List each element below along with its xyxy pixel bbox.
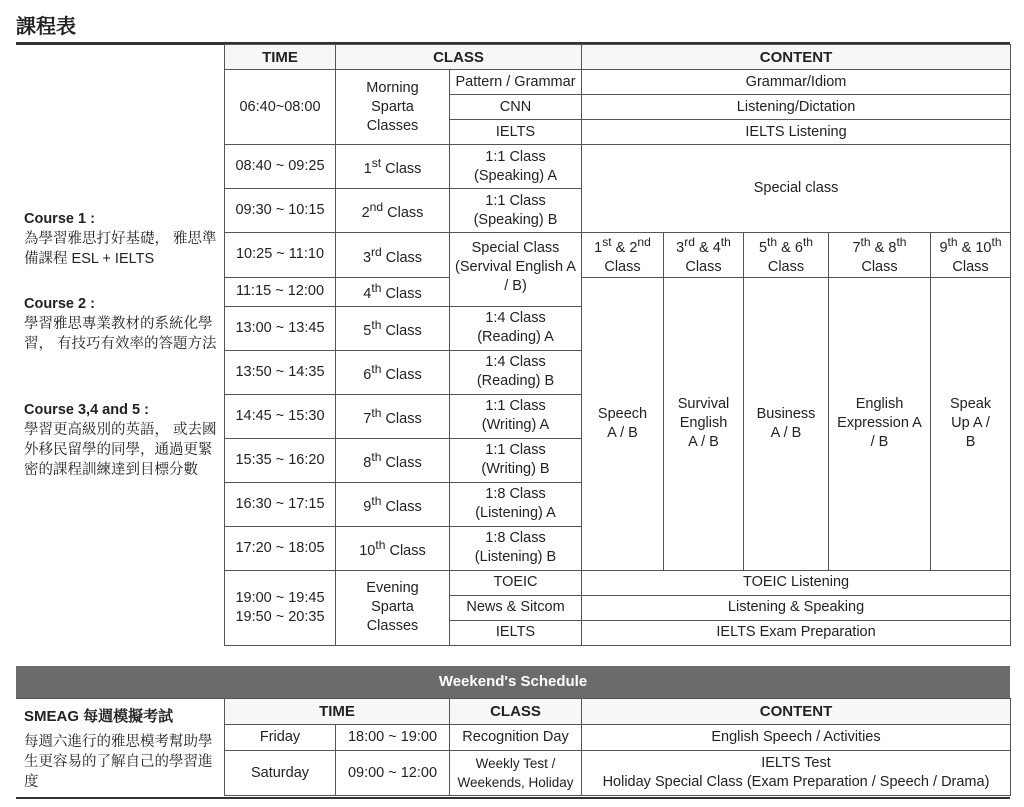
weekend-side-desc: 每週六進行的雅思模考幫助學生更容易的了解自己的學習進度 (24, 734, 213, 790)
class-time: 10:25 ~ 11:10 (225, 233, 336, 278)
class-type: 1:8 Class (Listening) A (450, 482, 582, 526)
evening-time: 19:00 ~ 19:45 19:50 ~ 20:35 (225, 570, 336, 645)
slot-content: Business A / B (744, 277, 829, 570)
class-number: 2nd Class (336, 189, 450, 233)
evening-class: News & Sitcom (450, 595, 582, 620)
weekend-time: 18:00 ~ 19:00 (336, 725, 450, 751)
class-number: 7th Class (336, 394, 450, 438)
class-number: 6th Class (336, 350, 450, 394)
course-2-title: Course 2 : (24, 296, 95, 312)
morning-content: Listening/Dictation (582, 95, 1011, 120)
class-time: 08:40 ~ 09:25 (225, 145, 336, 189)
class-time: 13:00 ~ 13:45 (225, 306, 336, 350)
weekend-day: Friday (225, 725, 336, 751)
course-3-title: Course 3,4 and 5 : (24, 402, 149, 418)
class-type: 1:4 Class (Reading) A (450, 306, 582, 350)
class-number: 5th Class (336, 306, 450, 350)
daily-schedule-table (224, 44, 1011, 646)
class-number: 10th Class (336, 526, 450, 570)
evening-content: Listening & Speaking (582, 595, 1011, 620)
weekend-header-time: TIME (225, 699, 450, 725)
header-content: CONTENT (582, 45, 1011, 70)
class-type: 1:1 Class (Writing) A (450, 394, 582, 438)
course-2-info (24, 293, 220, 354)
class-number: 4th Class (336, 277, 450, 306)
class-number: 8th Class (336, 438, 450, 482)
course-1-info (24, 208, 220, 269)
bottom-divider (16, 797, 1010, 799)
class-time: 15:35 ~ 16:20 (225, 438, 336, 482)
slot-header: 9th & 10th Class (931, 233, 1011, 278)
weekend-content: IELTS Test Holiday Special Class (Exam Preparation / Speech / Drama) (582, 751, 1011, 796)
class-type: 1:1 Class (Speaking) A (450, 145, 582, 189)
weekend-schedule-table (224, 698, 1011, 796)
class-time: 11:15 ~ 12:00 (225, 277, 336, 306)
morning-content: IELTS Listening (582, 120, 1011, 145)
course-3-info (24, 399, 220, 480)
weekend-header-class: CLASS (450, 699, 582, 725)
course-3-desc: 學習更高級別的英語， 或去國外移民留學的同學，通過更緊密的課程訓練達到目標分數 (24, 422, 217, 478)
page-title: 課程表 (16, 16, 76, 38)
class-type: Special Class (Servival English A / B) (450, 233, 582, 307)
slot-header: 3rd & 4th Class (664, 233, 744, 278)
header-time: TIME (225, 45, 336, 70)
class-type: 1:8 Class (Listening) B (450, 526, 582, 570)
weekend-schedule-bar: Weekend's Schedule (16, 666, 1010, 698)
header-class: CLASS (336, 45, 582, 70)
slot-content: Survival English A / B (664, 277, 744, 570)
special-class: Special class (582, 145, 1011, 233)
class-time: 14:45 ~ 15:30 (225, 394, 336, 438)
class-time: 16:30 ~ 17:15 (225, 482, 336, 526)
morning-class: Pattern / Grammar (450, 70, 582, 95)
evening-class: TOEIC (450, 570, 582, 595)
slot-content: English Expression A / B (829, 277, 931, 570)
morning-content: Grammar/Idiom (582, 70, 1011, 95)
weekend-side-title: SMEAG 每週模擬考試 (24, 708, 174, 725)
morning-class: IELTS (450, 120, 582, 145)
class-time: 17:20 ~ 18:05 (225, 526, 336, 570)
morning-class: CNN (450, 95, 582, 120)
class-number: 9th Class (336, 482, 450, 526)
evening-content: TOEIC Listening (582, 570, 1011, 595)
class-number: 3rd Class (336, 233, 450, 278)
class-number: 1st Class (336, 145, 450, 189)
slot-header: 5th & 6th Class (744, 233, 829, 278)
course-1-title: Course 1 : (24, 211, 95, 227)
weekend-class: Recognition Day (450, 725, 582, 751)
morning-label: Morning Sparta Classes (336, 70, 450, 145)
slot-content: Speech A / B (582, 277, 664, 570)
weekend-header-content: CONTENT (582, 699, 1011, 725)
weekend-class: Weekly Test / Weekends, Holiday (450, 751, 582, 796)
slot-header: 1st & 2nd Class (582, 233, 664, 278)
class-time: 13:50 ~ 14:35 (225, 350, 336, 394)
class-type: 1:1 Class (Writing) B (450, 438, 582, 482)
class-type: 1:4 Class (Reading) B (450, 350, 582, 394)
course-1-desc: 為學習雅思打好基礎， 雅思準備課程 ESL + IELTS (24, 231, 217, 267)
weekend-time: 09:00 ~ 12:00 (336, 751, 450, 796)
evening-class: IELTS (450, 620, 582, 645)
weekend-left-divider (16, 698, 224, 699)
class-time: 09:30 ~ 10:15 (225, 189, 336, 233)
slot-header: 7th & 8th Class (829, 233, 931, 278)
evening-label: Evening Sparta Classes (336, 570, 450, 645)
morning-time: 06:40~08:00 (225, 70, 336, 145)
slot-content: Speak Up A / B (931, 277, 1011, 570)
course-2-desc: 學習雅思專業教材的系統化學習， 有技巧有效率的答題方法 (24, 316, 217, 352)
evening-content: IELTS Exam Preparation (582, 620, 1011, 645)
class-type: 1:1 Class (Speaking) B (450, 189, 582, 233)
weekend-day: Saturday (225, 751, 336, 796)
weekend-content: English Speech / Activities (582, 725, 1011, 751)
